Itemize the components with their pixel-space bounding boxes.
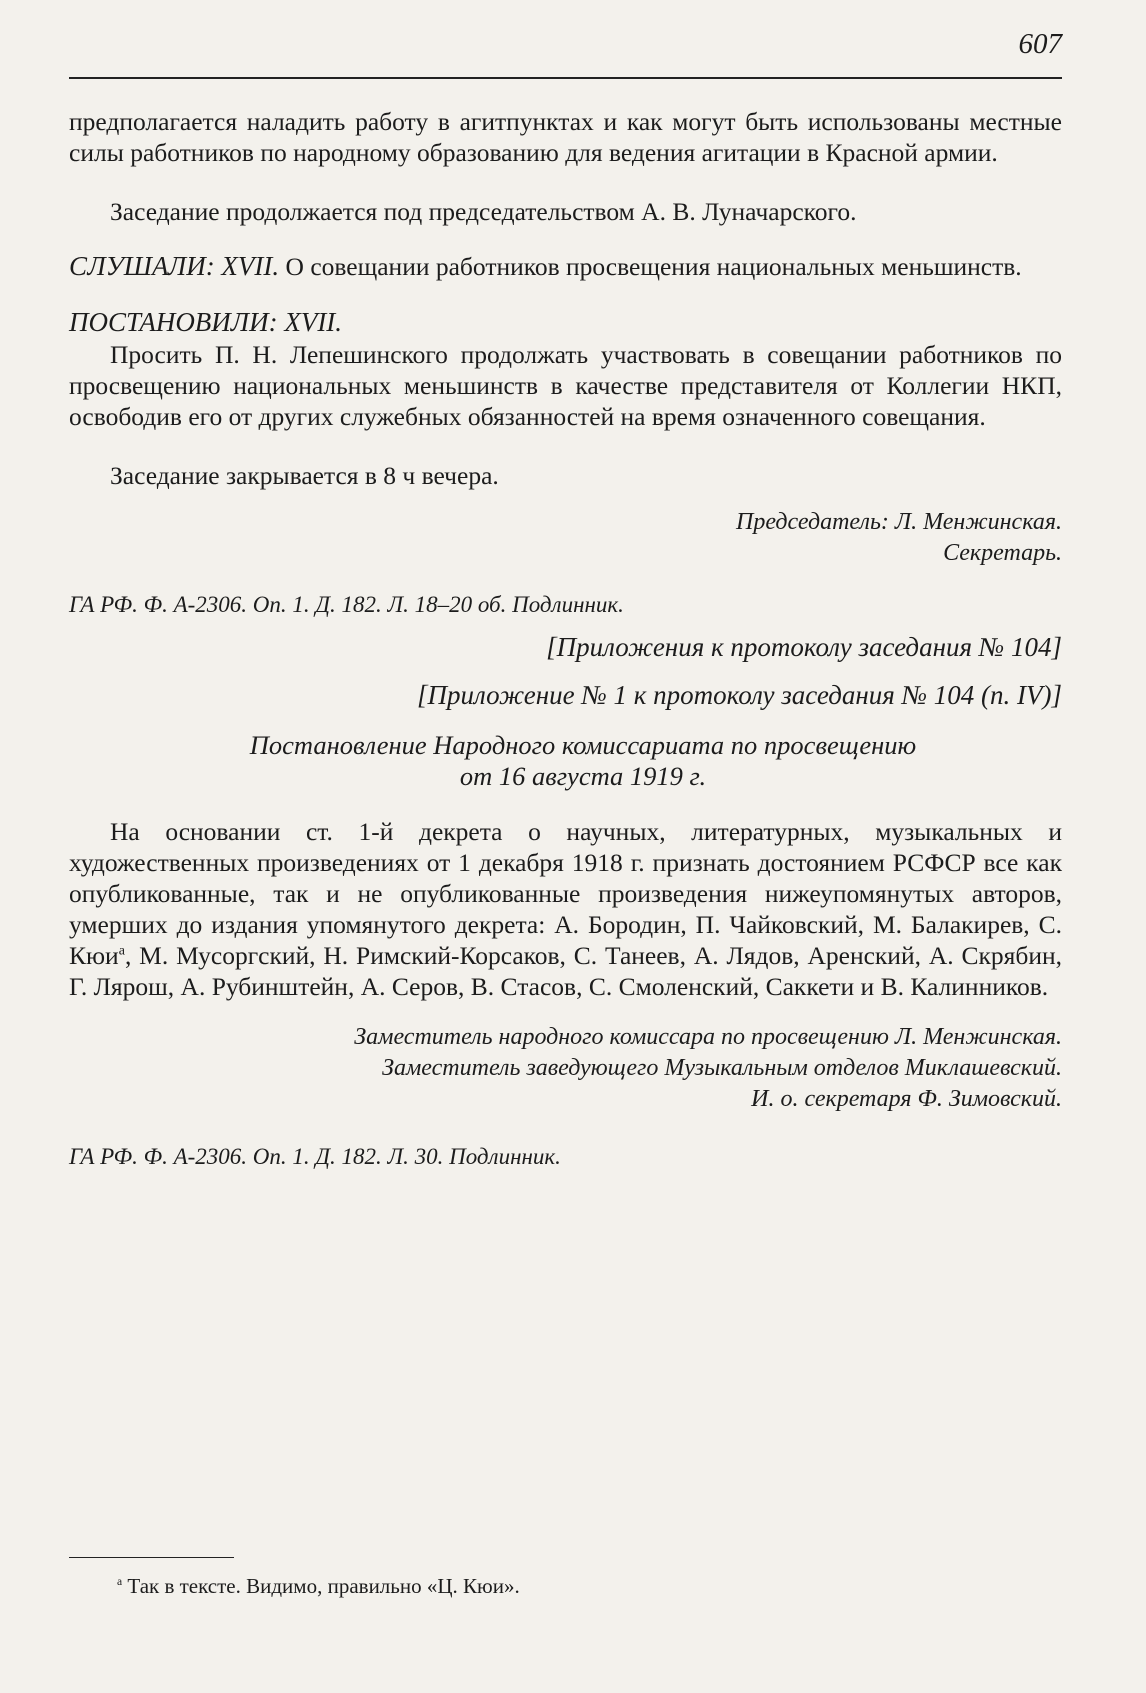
appendix-heading: [Приложения к протоколу заседания № 104] — [546, 632, 1062, 662]
footnote-mark: а — [117, 1576, 123, 1588]
appendix1-heading: [Приложение № 1 к протоколу заседания № 104 (п. IV)] — [417, 680, 1062, 710]
session-closes: Заседание закрывается в 8 ч вечера. — [110, 461, 499, 490]
slushali-block — [69, 249, 1062, 283]
header-rule — [69, 77, 1062, 79]
decree-text-part1: На основании ст. 1-й декрета о научных, литературных, музыкальных и художественных произведениях от 1 декабря 1918 г. признать достоянием РСФСР все как опубликованные, так и не опубликованные произведения нижеупомянутых авторов, умерших до издания упомянутого декрета: А. Бородин, П. Чайковский, М. Балакирев, С. Кюи — [69, 817, 1062, 970]
page-number: 607 — [1018, 28, 1062, 60]
decree-title-line2: от 16 августа 1919 г. — [459, 761, 707, 791]
decree-title-line1: Постановление Народного комиссариата по просвещению — [249, 730, 917, 760]
archival-source-1: ГА РФ. Ф. А-2306. Оп. 1. Д. 182. Л. 18–20 об. Подлинник. — [69, 592, 624, 617]
signature-secretary: Секретарь. — [943, 540, 1062, 566]
footnote-rule — [69, 1557, 234, 1558]
resolution-text: Просить П. Н. Лепешинского продолжать участвовать в совещании работников по просвещению национальных меньшинств в качестве представителя от Коллегии НКП, освободив его от других служебных обязанностей на время означенного совещания. — [69, 340, 1062, 431]
decree-title — [69, 730, 1062, 792]
footnote-marker: а — [118, 943, 125, 959]
signature-deputy-head: Заместитель заведующего Музыкальным отделов Миклашевский. — [382, 1055, 1062, 1081]
content — [69, 106, 1062, 1172]
archival-source-2: ГА РФ. Ф. А-2306. Оп. 1. Д. 182. Л. 30. Подлинник. — [69, 1144, 561, 1169]
decree-text-part2: , М. Мусоргский, Н. Римский-Корсаков, С. Танеев, А. Лядов, Аренский, А. Скрябин, Г. Лярош, А. Рубинштейн, А. Серов, В. Стасов, С. Смоленский, Саккети и В. Калинников. — [69, 941, 1062, 1001]
footnote — [117, 1574, 520, 1599]
signature-deputy-commissar: Заместитель народного комиссара по просвещению Л. Менжинская. — [354, 1024, 1062, 1050]
decree-text — [69, 816, 1062, 1002]
postanovili-label: ПОСТАНОВИЛИ: XVII. — [69, 307, 343, 337]
slushali-text: О совещании работников просвещения национальных меньшинств. — [279, 252, 1022, 281]
signature-chair: Председатель: Л. Менжинская. — [736, 509, 1062, 535]
paragraph-session-continues: Заседание продолжается под председательством А. В. Луначарского. — [110, 197, 857, 226]
signatures-block-2 — [69, 1022, 1062, 1115]
footnote-text: Так в тексте. Видимо, правильно «Ц. Кюи». — [122, 1574, 520, 1598]
signature-acting-secretary: И. о. секретаря Ф. Зимовский. — [751, 1086, 1062, 1112]
signatures-block-1 — [69, 507, 1062, 569]
paragraph-continued: предполагается наладить работу в агитпунктах и как могут быть использованы местные силы работников по народному образованию для ведения агитации в Красной армии. — [69, 107, 1062, 167]
slushali-label: СЛУШАЛИ: XVII. — [69, 251, 280, 281]
